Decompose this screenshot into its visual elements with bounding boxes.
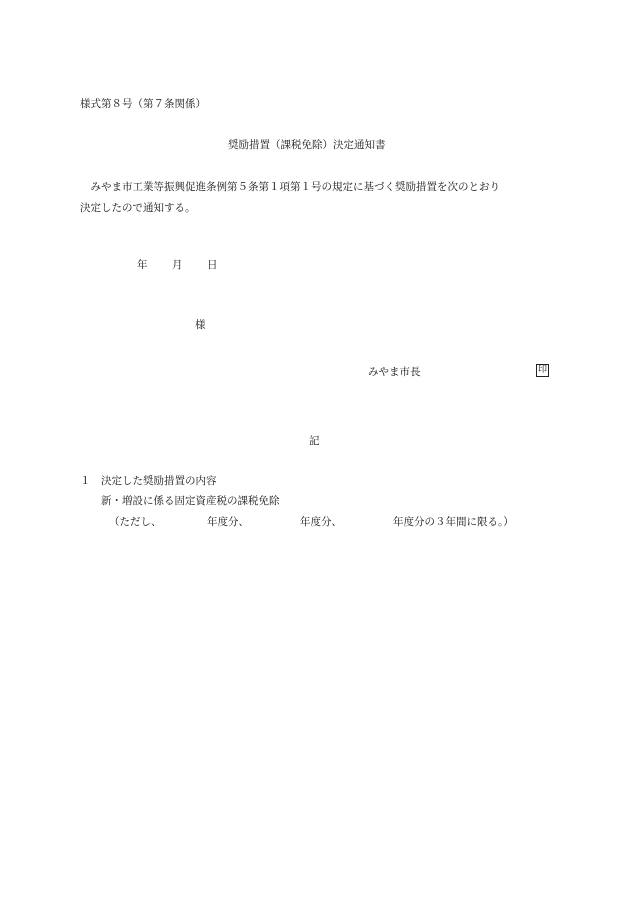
period-year-2: 年度分、 xyxy=(300,516,342,528)
section-body: 新・増設に係る固定資産税の課税免除 xyxy=(101,495,280,507)
form-number: 様式第８号（第７条関係） xyxy=(80,98,206,110)
period-open: （ただし、 xyxy=(109,516,162,528)
document-title: 奨励措置（課税免除）決定通知書 xyxy=(228,139,386,151)
ki-heading: 記 xyxy=(309,435,320,447)
addressee-suffix: 様 xyxy=(195,319,206,331)
section-title: １ 決定した奨励措置の内容 xyxy=(80,475,217,487)
intro-line-1: みやま市工業等振興促進条例第５条第１項第１号の規定に基づく奨励措置を次のとおり xyxy=(80,181,500,193)
period-year-1: 年度分、 xyxy=(207,516,249,528)
intro-line-2: 決定したので通知する。 xyxy=(80,202,196,214)
date-year-label: 年 xyxy=(137,259,148,271)
seal-stamp: 印 xyxy=(537,365,547,375)
issuer-name: みやま市長 xyxy=(368,366,421,378)
date-day-label: 日 xyxy=(207,259,218,271)
date-month-label: 月 xyxy=(172,259,183,271)
period-year-3: 年度分の３年間に限る。） xyxy=(393,516,514,528)
